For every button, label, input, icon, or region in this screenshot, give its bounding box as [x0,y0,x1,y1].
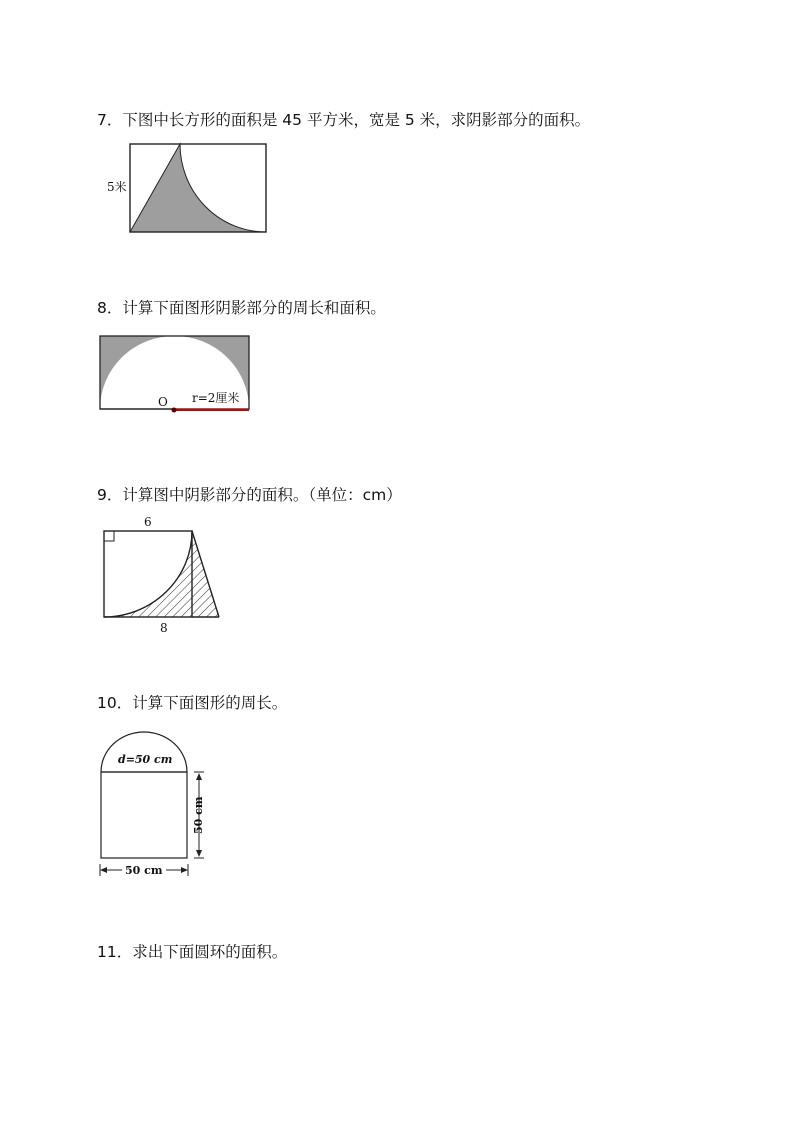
figure-q10 [94,728,224,880]
figure-q7 [100,140,280,240]
bottom-label-q9: 8 [160,621,168,635]
right-angle-mark-q9 [104,531,114,541]
width-label-q7: 5米 [107,180,127,194]
width-arrow-left [100,867,107,873]
height-label-q10: 50 cm [192,796,205,834]
figure-q9 [98,513,228,638]
question-7: 7．下图中长方形的面积是 45 平方米，宽是 5 米，求阴影部分的面积。 [97,111,591,129]
height-arrow-bottom [196,850,202,857]
question-11: 11．求出下面圆环的面积。 [97,943,288,961]
question-10: 10．计算下面图形的周长。 [97,694,288,712]
radius-label-q8: r=2厘米 [192,391,240,405]
square-q10 [101,772,187,858]
figure-q8 [96,333,256,423]
question-8: 8．计算下面图形阴影部分的周长和面积。 [97,299,386,317]
hatched-region-q9 [104,531,219,617]
width-label-q10: 50 cm [125,864,163,877]
semicircle-q10 [101,732,187,772]
shaded-region-q7 [130,144,266,232]
top-label-q9: 6 [144,515,152,529]
width-arrow-right [181,867,188,873]
center-point-q8 [172,408,177,413]
diameter-label-q10: d=50 cm [118,753,173,766]
height-arrow-top [196,773,202,780]
question-9: 9．计算图中阴影部分的面积。（单位：cm） [97,486,402,504]
center-label-q8: O [158,395,168,409]
